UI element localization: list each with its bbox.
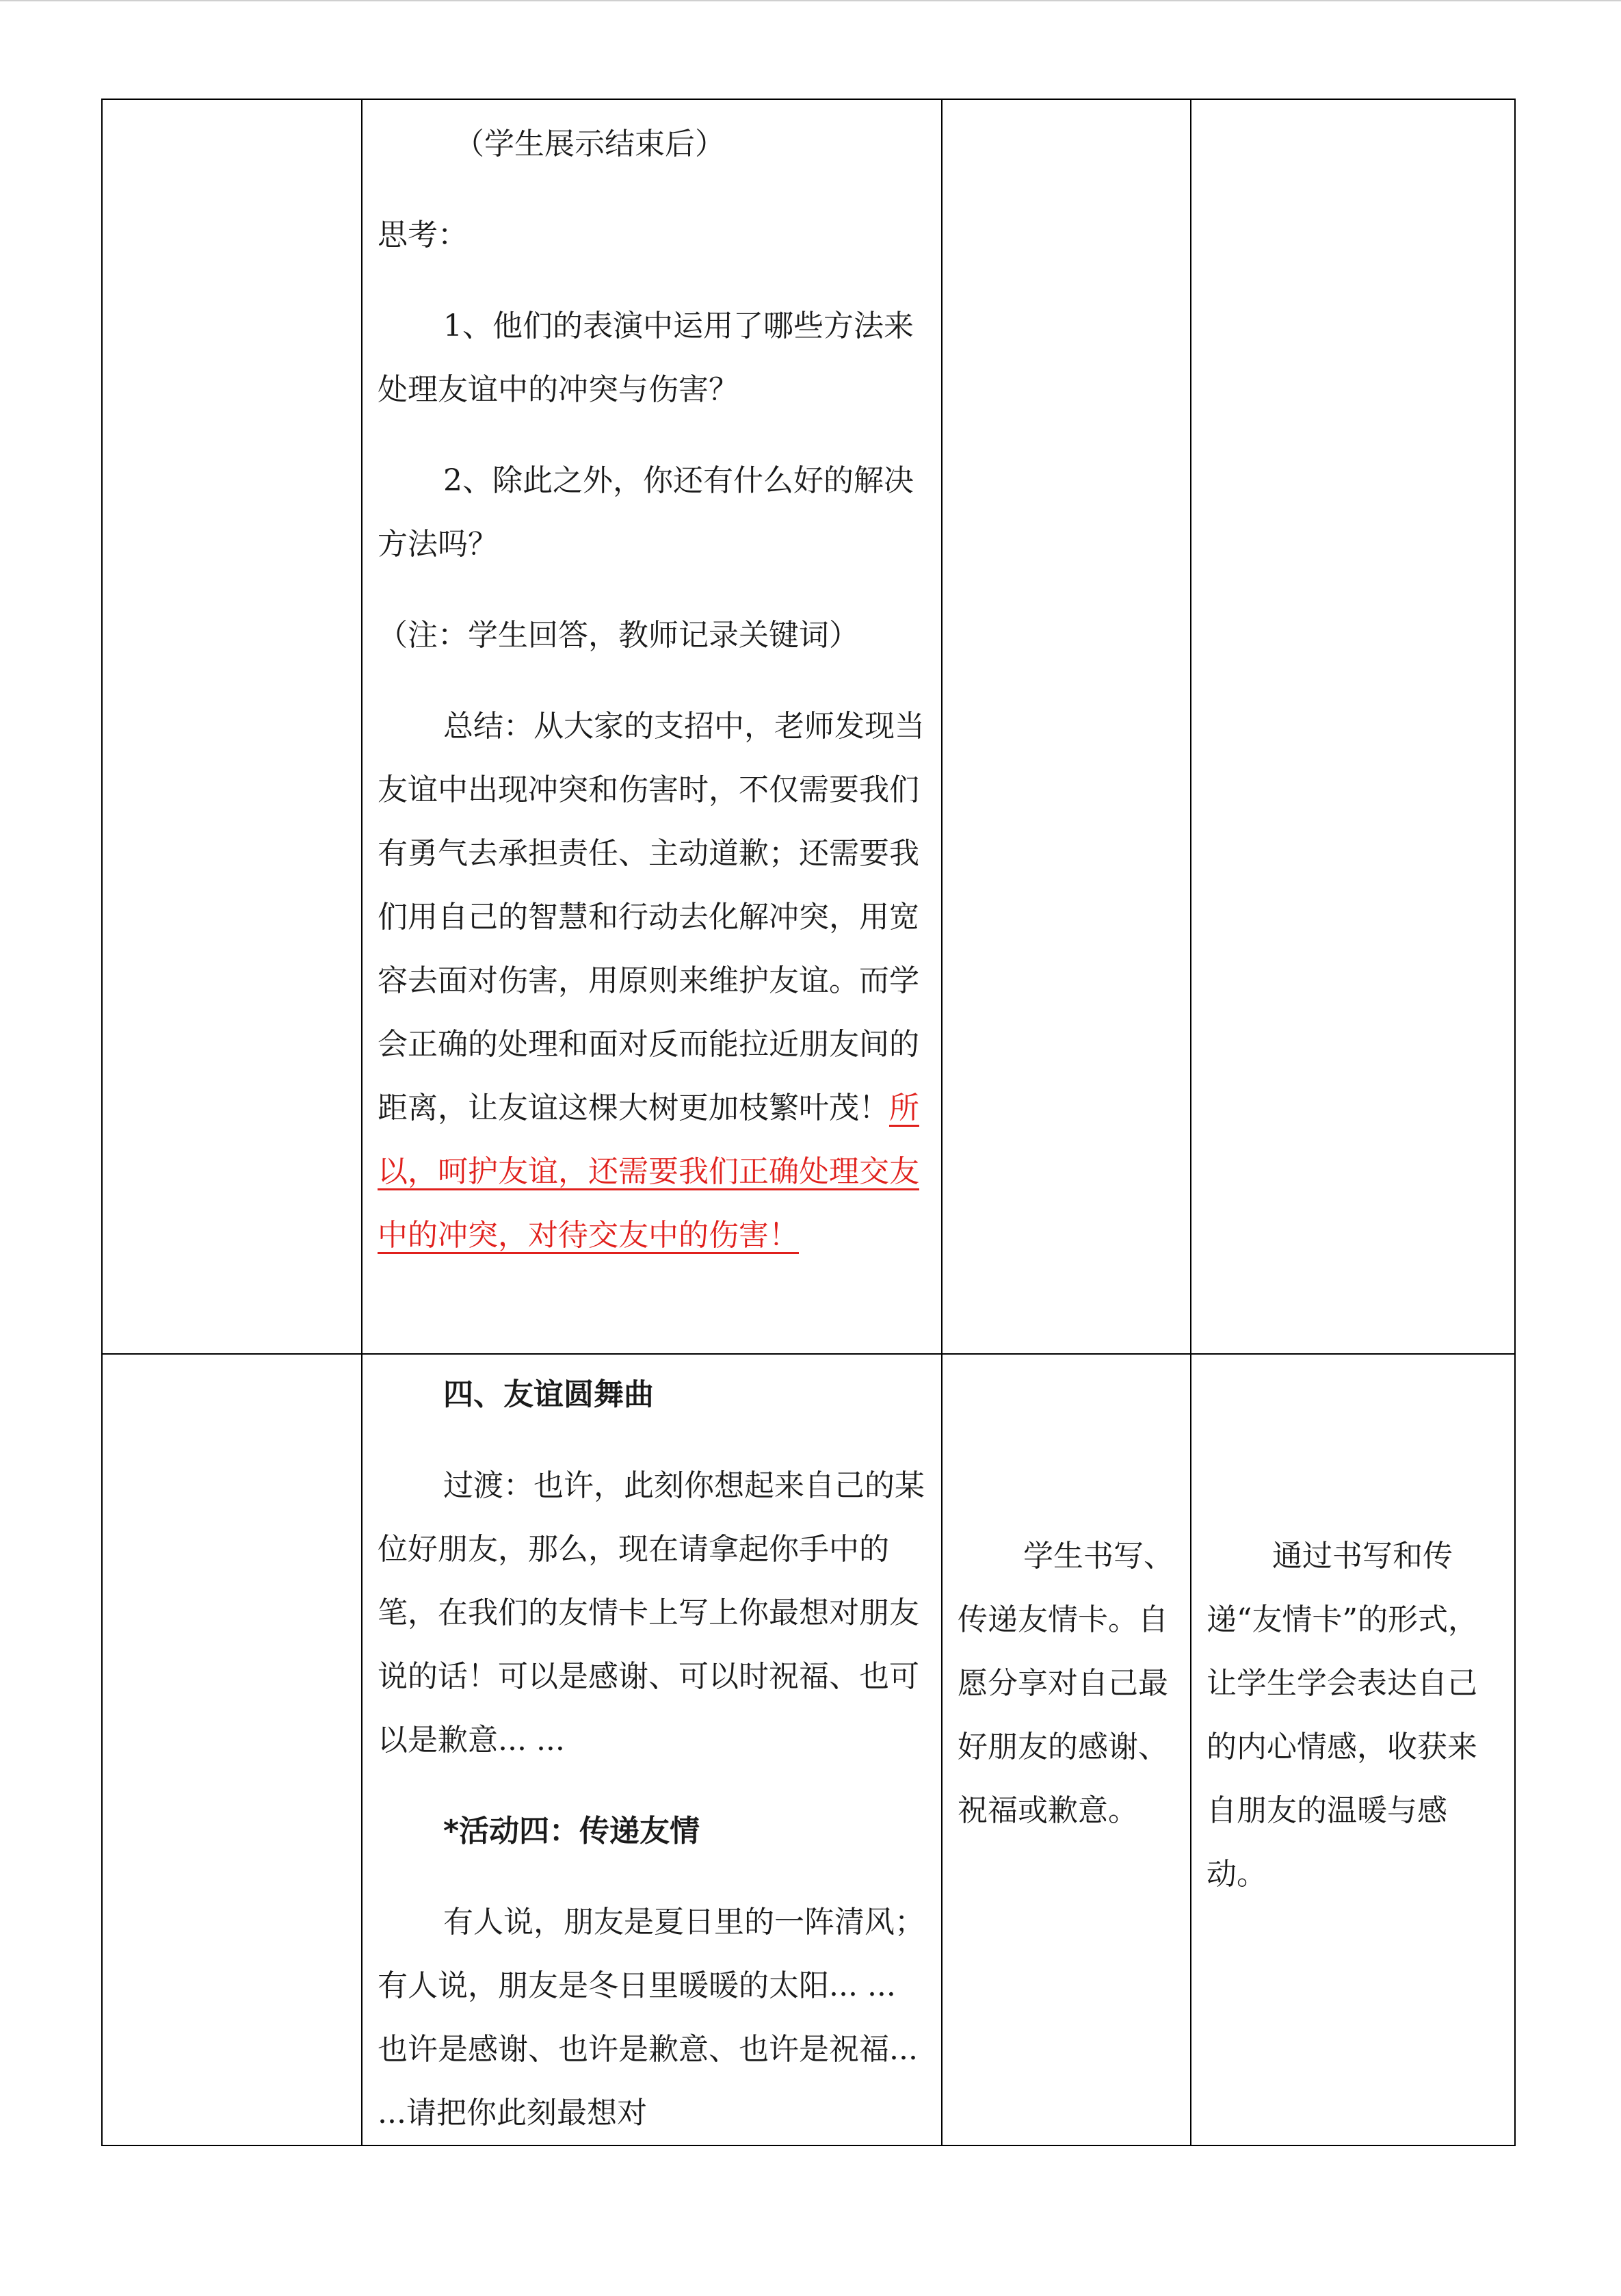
stage-cell xyxy=(102,1354,362,2145)
lesson-plan-table xyxy=(101,99,1516,2146)
think-label: 思考： xyxy=(378,218,468,252)
student-activity-cell xyxy=(942,1354,1191,2145)
student-activity-text: 学生书写、传递友情卡。自愿分享对自己最好朋友的感谢、祝福或歉意。 xyxy=(958,1539,1174,1828)
teaching-content-cell xyxy=(362,99,942,1354)
design-intent-text: 通过书写和传递“友情卡”的形式，让学生学会表达自己的内心情感，收获来自朋友的温暖与感动。 xyxy=(1207,1539,1478,1892)
summary-paragraph xyxy=(378,694,925,1267)
student-activity-cell xyxy=(942,99,1191,1354)
activity-paragraph: 有人说，朋友是夏日里的一阵清风；有人说，朋友是冬日里暖暖的太阳... ...也许是感谢、也许是歉意、也许是祝福... ...请把你此刻最想对 xyxy=(378,1905,925,2130)
table-row xyxy=(102,99,1515,1354)
teaching-content-cell xyxy=(362,1354,942,2145)
transition-paragraph: 过渡：也许，此刻你想起来自己的某位好朋友，那么，现在请拿起你手中的笔，在我们的友情卡上写上你最想对朋友说的话！可以是感谢、可以时祝福、也可以是歉意... ... xyxy=(378,1468,925,1758)
summary-highlight: 所以，呵护友谊，还需要我们正确处理交友中的冲突，对待交友中的伤害！ xyxy=(378,1091,919,1253)
question-2: 2、除此之外，你还有什么好的解决方法吗？ xyxy=(378,463,914,562)
page-top-border xyxy=(0,0,1621,1)
student-show-end-note: （学生展示结束后） xyxy=(454,127,725,161)
stage-cell xyxy=(102,99,362,1354)
teacher-note: （注：学生回答，教师记录关键词） xyxy=(378,618,859,653)
section-title: 四、友谊圆舞曲 xyxy=(443,1377,654,1412)
design-intent-cell xyxy=(1191,99,1515,1354)
table-row xyxy=(102,1354,1515,2145)
design-intent-cell xyxy=(1191,1354,1515,2145)
summary-text: 总结：从大家的支招中，老师发现当友谊中出现冲突和伤害时，不仅需要我们有勇气去承担责任、主动道歉；还需要我们用自己的智慧和行动去化解冲突，用宽容去面对伤害，用原则来维护友谊。而学会正确的处理和面对反而能拉近朋友间的距离，让友谊这棵大树更加枝繁叶茂！ xyxy=(378,709,925,1125)
activity-title: *活动四：传递友情 xyxy=(443,1814,700,1849)
question-1: 1、他们的表演中运用了哪些方法来处理友谊中的冲突与伤害？ xyxy=(378,309,914,407)
